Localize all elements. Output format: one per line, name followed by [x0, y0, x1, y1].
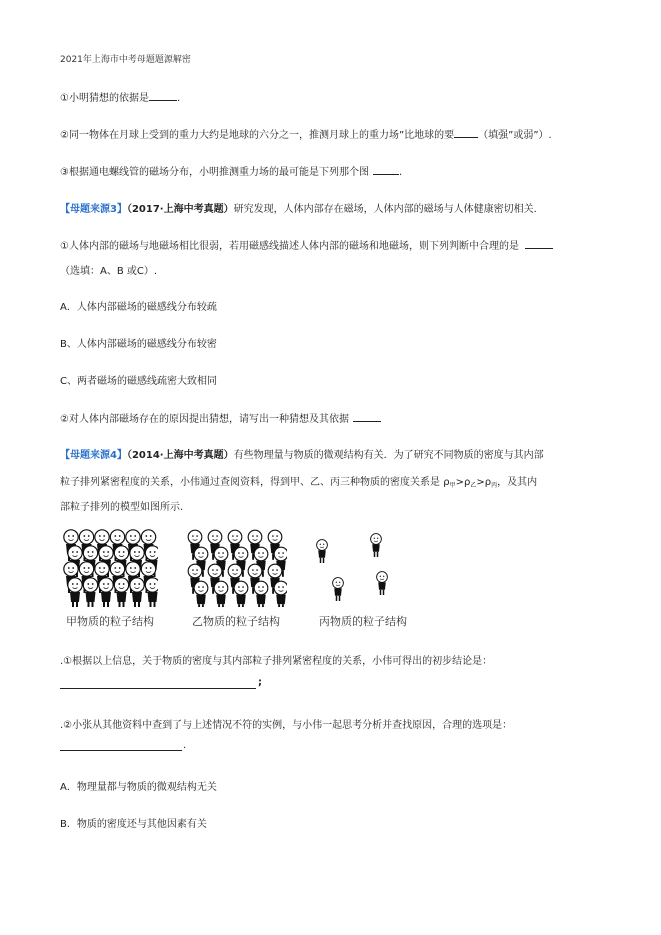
source-4-year: （2014·上海中考真题） — [126, 450, 234, 461]
particle-figure — [194, 581, 208, 607]
question-a2 — [60, 126, 552, 141]
question-a3 — [60, 163, 402, 178]
particle-figure — [317, 540, 328, 563]
source-4-heading — [60, 446, 544, 461]
subscript-bing: 丙 — [491, 482, 498, 489]
s4-question-2: .②小张从其他资料中查到了与上述情况不符的实例，与小伟一起思考分析并查找原因，合理的选项是： — [60, 720, 513, 731]
s4-question-2-end: . — [183, 740, 187, 751]
particle-figure — [214, 581, 228, 607]
question-a3-text: ③根据通电螺线管的磁场分布，小明推测重力场的最可能是下列那个图 — [60, 167, 369, 178]
source-4-tag: 【母题来源4】 — [60, 450, 127, 461]
question-a2-text: ②同一物体在月球上受到的重力大约是地球的六分之一，推测月球上的重力场”比地球的要 — [60, 130, 455, 141]
answer-blank — [373, 165, 399, 175]
caption-jia: 甲物质的粒子结构 — [66, 615, 154, 628]
particle-figure — [377, 572, 388, 595]
particle-figure — [333, 578, 344, 601]
question-a1 — [60, 89, 180, 104]
page-header: 2021年上海市中考母题题源解密 — [60, 55, 191, 65]
particle-structure-bing-figure — [310, 527, 410, 607]
s3-question-2-text: ②对人体内部磁场存在的原因提出猜想，请写出一种猜想及其依据 — [60, 414, 349, 425]
s3-option-b: B、人体内部磁场的磁感线分布较密 — [60, 339, 217, 350]
source-4-line-2-tail: ，及其内 — [497, 477, 538, 488]
caption-bing: 丙物质的粒子结构 — [319, 615, 407, 628]
subscript-yi: 乙 — [470, 482, 477, 489]
answer-line — [60, 750, 182, 751]
source-3-heading — [60, 200, 537, 215]
rho-symbol: ρ — [443, 477, 450, 488]
particle-figure — [274, 581, 287, 607]
answer-blank — [353, 412, 381, 422]
particle-structure-yi-figure — [185, 527, 287, 607]
question-a3-end: . — [398, 167, 403, 178]
answer-blank — [454, 128, 478, 138]
question-a2-tail: （填强”或弱”）. — [478, 130, 552, 141]
caption-yi: 乙物质的粒子结构 — [192, 615, 280, 628]
s4-option-a: A．物理量都与物质的微观结构无关 — [60, 782, 217, 793]
source-4-line-2-text: 粒子排列紧密程度的关系，小伟通过查阅资料，得到甲、乙、丙三种物质的密度关系是 — [60, 477, 440, 488]
s3-question-1 — [60, 237, 553, 252]
s3-question-1-text: ①人体内部的磁场与地磁场相比很弱，若用磁感线描述人体内部的磁场和地磁场，则下列判断中合理的是 — [60, 241, 519, 252]
gt-symbol: > — [455, 477, 464, 488]
source-3-year: （2017·上海中考真题） — [126, 204, 234, 215]
s3-option-a: A．人体内部磁场的磁感线分布较疏 — [60, 302, 217, 313]
rho-symbol: ρ — [484, 477, 492, 488]
density-relation — [443, 477, 497, 488]
source-4-line-3: 部粒子排列的模型如图所示. — [60, 502, 184, 513]
s4-question-1: .①根据以上信息，关于物质的密度与其内部粒子排列紧密程度的关系，小伟可得出的初步结论是： — [60, 656, 493, 667]
particle-structure-jia-figure — [62, 527, 158, 607]
particle-figure — [234, 581, 248, 607]
subscript-jia: 甲 — [449, 482, 456, 489]
s3-option-c: C、两者磁场的磁感线疏密大致相同 — [60, 376, 217, 387]
s4-option-b: B．物质的密度还与其他因素有关 — [60, 819, 207, 830]
s4-question-1-end: ; — [258, 677, 262, 688]
answer-line — [60, 688, 256, 689]
source-4-text: 有些物理量与物质的微观结构有关．为了研究不同物质的密度与其内部 — [233, 450, 544, 461]
question-a1-end: . — [176, 93, 181, 104]
source-3-tag: 【母题来源3】 — [60, 204, 127, 215]
answer-blank — [149, 91, 177, 101]
particle-figure — [254, 581, 268, 607]
rho-symbol: ρ — [463, 477, 471, 488]
gt-symbol: > — [476, 477, 485, 488]
particle-figure — [371, 534, 382, 557]
source-4-line-2 — [60, 473, 537, 489]
answer-blank — [525, 239, 553, 249]
s3-question-2 — [60, 410, 381, 425]
s3-question-1-hint: （选填：A、B 或C）. — [60, 266, 158, 277]
question-a1-text: ①小明猜想的依据是 — [60, 93, 149, 104]
source-3-text: 研究发现，人体内部存在磁场，人体内部的磁场与人体健康密切相关. — [233, 204, 537, 215]
